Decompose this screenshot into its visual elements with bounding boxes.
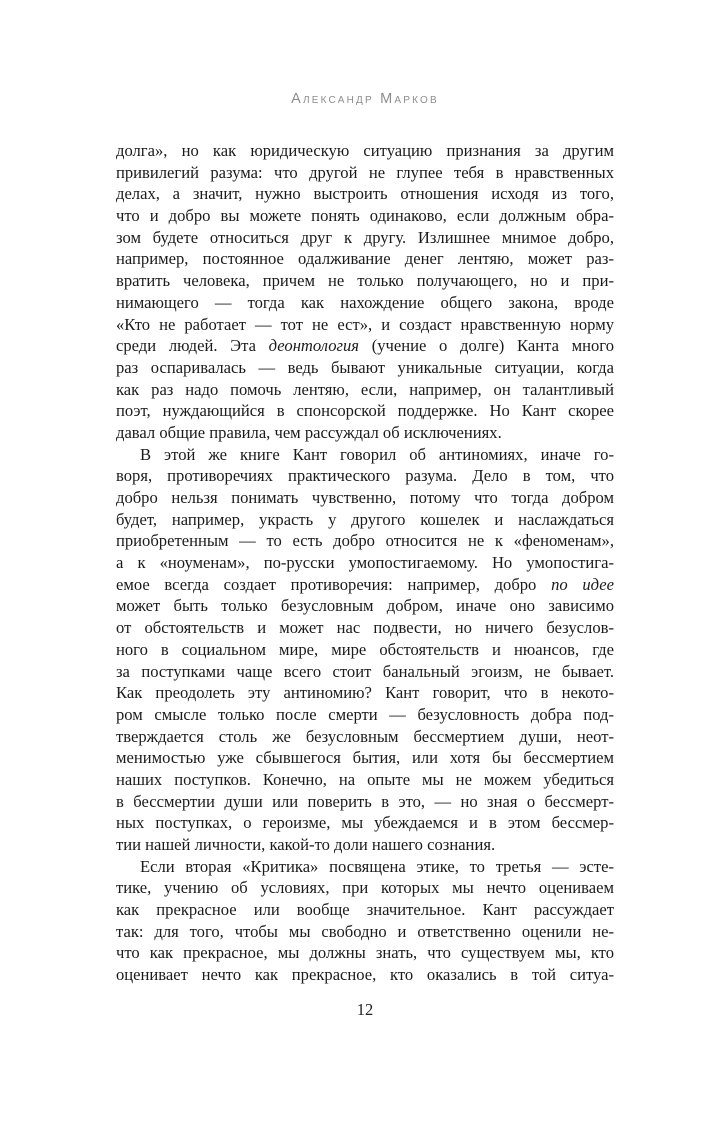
text-line (116, 487, 614, 509)
text-line (116, 162, 614, 184)
text-segment: поэт, нуждающийся в спонсорской поддержке. Но Кант скорее (116, 401, 614, 421)
paragraph (116, 856, 614, 986)
text-line (116, 769, 614, 791)
text-segment: в бессмертии души или поверить в это, — но зная о бессмерт- (116, 791, 614, 811)
text-line (116, 661, 614, 683)
text-segment: раз оспаривалась — ведь бывают уникальные ситуации, когда (116, 357, 614, 377)
text-line (116, 791, 614, 813)
text-line (116, 812, 614, 834)
text-segment: от обстоятельств и может нас подвести, но ничего безуслов- (116, 618, 614, 638)
text-segment: так: для того, чтобы мы свободно и ответственно оценили не- (116, 921, 614, 941)
text-segment: как прекрасное или вообще значительное. Кант рассуждает (116, 900, 614, 920)
text-segment: (учение о долге) Канта много (359, 336, 614, 356)
text-line (116, 422, 614, 444)
text-line (116, 292, 614, 314)
text-line (116, 227, 614, 249)
text-segment: вратить человека, причем не только получающего, но и при- (116, 271, 614, 291)
text-line (116, 856, 614, 878)
text-line (116, 248, 614, 270)
text-line (116, 704, 614, 726)
text-segment: тверждается столь же безусловным бессмертием души, неот- (116, 726, 614, 746)
text-line (116, 465, 614, 487)
text-segment: может быть только безусловным добром, иначе оно зависимо (116, 596, 614, 616)
text-segment: воря, противоречиях практического разума. Дело в том, что (116, 466, 614, 486)
text-segment: среди людей. Эта (116, 336, 269, 356)
text-line (116, 617, 614, 639)
text-segment: «Кто не работает — тот не ест», и создаст нравственную норму (116, 314, 614, 334)
text-segment: делах, а значит, нужно выстроить отношения исходя из того, (116, 184, 614, 204)
text-segment: привилегий разума: что другой не глупее тебя в нравственных (116, 162, 614, 182)
text-line (116, 335, 614, 357)
text-segment: приобретенным — то есть добро относится не к «феноменам», (116, 531, 614, 551)
text-segment: как раз надо помочь лентяю, если, например, он талантливый (116, 379, 614, 399)
text-line (116, 270, 614, 292)
text-line (116, 357, 614, 379)
text-line (116, 400, 614, 422)
text-line (116, 639, 614, 661)
text-segment: В этой же книге Кант говорил об антиномиях, иначе го- (140, 444, 614, 464)
text-segment: тии нашей личности, какой-то доли нашего сознания. (116, 835, 496, 854)
text-segment: долга», но как юридическую ситуацию признания за другим (116, 141, 614, 160)
text-line (116, 964, 614, 986)
text-line (116, 595, 614, 617)
text-line (116, 726, 614, 748)
text-line (116, 834, 614, 856)
page-body (116, 140, 614, 986)
text-segment: наших поступков. Конечно, на опыте мы не можем убедиться (116, 769, 614, 789)
text-segment: емое всегда создает противоречия: например, добро (116, 574, 552, 594)
text-segment: ного в социальном мире, мире обстоятельств и нюансов, где (116, 639, 614, 659)
text-segment: например, постоянное одалживание денег лентяю, может раз- (116, 249, 614, 269)
text-line (116, 899, 614, 921)
paragraph (116, 140, 614, 444)
text-segment: менимостью уже сбывшегося бытия, или хотя бы бессмертием (116, 748, 614, 768)
text-segment: что как прекрасное, мы должны знать, что существуем мы, кто (116, 943, 614, 963)
text-line (116, 921, 614, 943)
text-line (116, 747, 614, 769)
text-segment: Как преодолеть эту антиномию? Кант говорит, что в некото- (116, 683, 614, 703)
text-segment: ных поступках, о героизме, мы убеждаемся и в этом бессмер- (116, 813, 614, 833)
text-segment: зом будете относиться друг к другу. Излишнее мнимое добро, (116, 227, 614, 247)
text-line (116, 682, 614, 704)
text-line (116, 314, 614, 336)
text-line (116, 574, 614, 596)
paragraph (116, 444, 614, 856)
text-line (116, 444, 614, 466)
text-line (116, 509, 614, 531)
page-number: 12 (356, 1000, 374, 1019)
text-line (116, 552, 614, 574)
text-line (116, 140, 614, 162)
text-segment: Если вторая «Критика» посвящена этике, то третья — эсте- (140, 856, 614, 876)
text-line (116, 530, 614, 552)
text-line (116, 379, 614, 401)
running-head: Александр Марков (291, 91, 439, 107)
text-segment: что и добро вы можете понять одинаково, если должным обра- (116, 206, 614, 226)
text-segment: будет, например, украсть у другого кошелек и наслаждаться (116, 509, 614, 529)
text-segment: а к «ноуменам», по-русски умопостигаемому. Но умопостига- (116, 553, 614, 573)
text-line (116, 942, 614, 964)
text-segment: ром смысле только после смерти — безусловность добра под- (116, 704, 614, 724)
italic-text-segment: деонтология (268, 336, 360, 356)
text-segment: за поступками чаще всего стоит банальный эгоизм, не бывает. (116, 661, 614, 681)
italic-text-segment: по идее (551, 574, 614, 594)
text-segment: давал общие правила, чем рассуждал об исключениях. (116, 422, 502, 442)
text-line (116, 877, 614, 899)
text-segment: нимающего — тогда как нахождение общего закона, вроде (116, 292, 614, 312)
text-line (116, 183, 614, 205)
text-segment: тике, учению об условиях, при которых мы нечто оцениваем (116, 878, 614, 898)
text-line (116, 205, 614, 227)
text-segment: добро нельзя понимать чувственно, потому что тогда добром (116, 488, 614, 507)
text-segment: оценивает нечто как прекрасное, кто оказались в той ситуа- (116, 965, 614, 985)
